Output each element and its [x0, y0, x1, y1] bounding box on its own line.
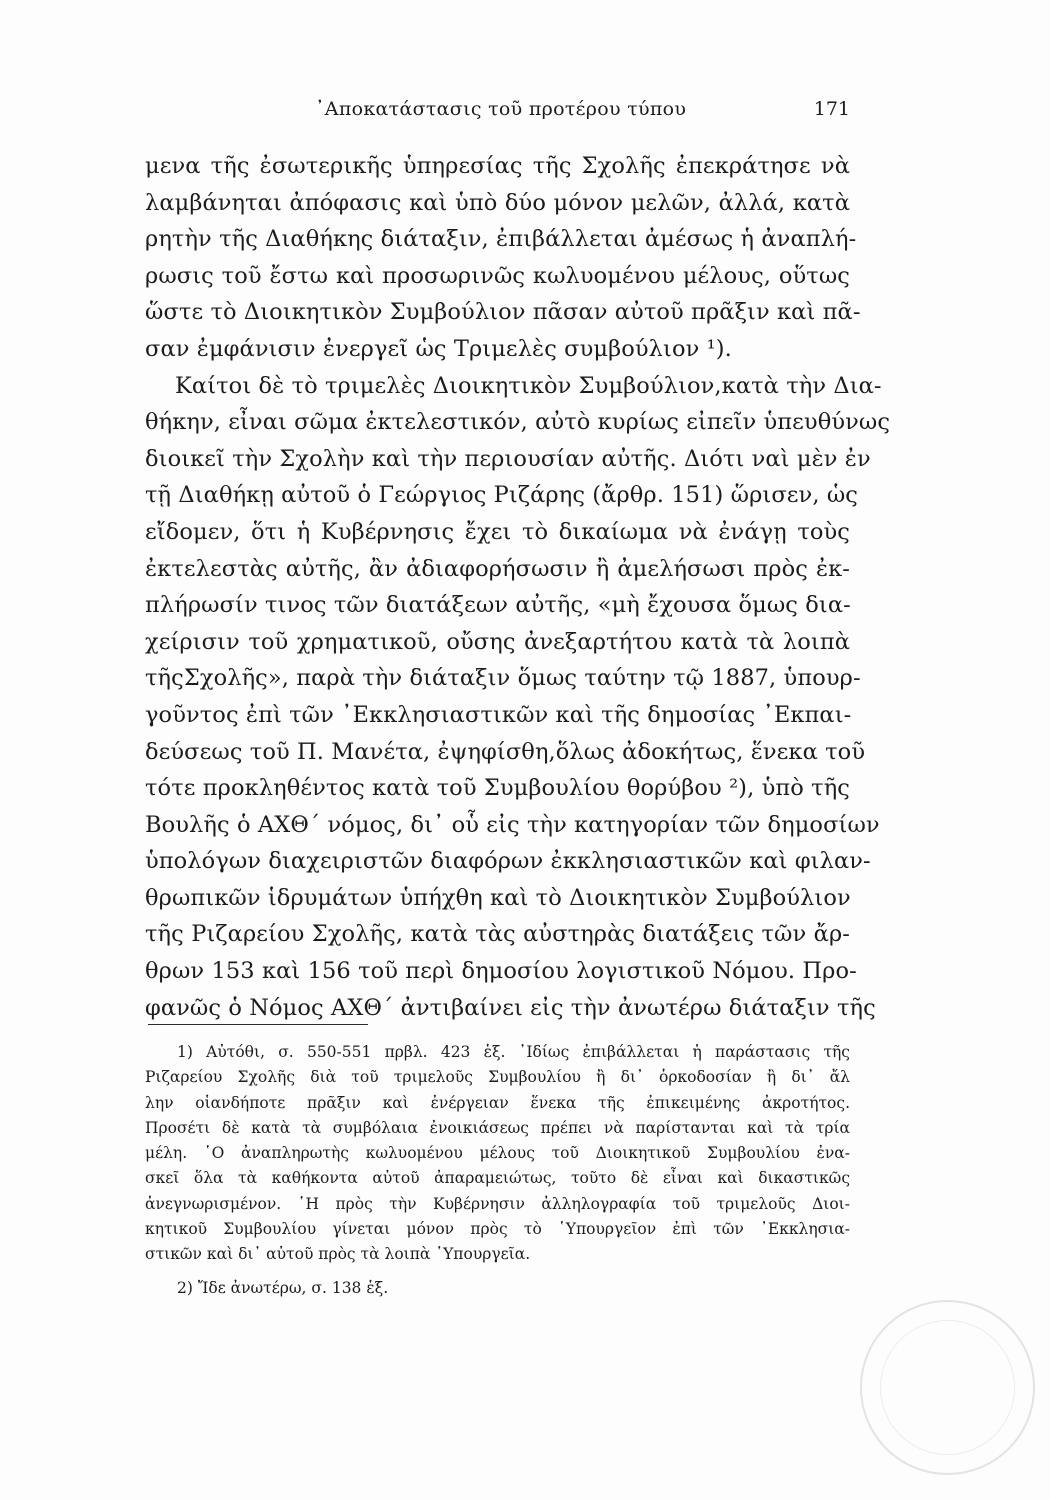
body-text — [145, 148, 891, 1026]
body-line: ρητὴν τῆς Διαθήκης διάταξιν, ἐπιβάλλεται ἀμέσως ἡ ἀναπλή- — [145, 226, 857, 253]
body-line: τότε προκληθέντος κατὰ τοῦ Συμβουλίου θορύβου ²), ὑπὸ τῆς — [145, 775, 850, 802]
body-line: πλήρωσίν τινος τῶν διατάξεων αὐτῆς, «μὴ ἔχουσα ὅμως δια- — [145, 592, 851, 619]
footnote-line: μέλη. ῾Ο ἀναπληρωτὴς κωλυομένου μέλους τοῦ Διοικητικοῦ Συμβουλίου ἐνα- — [145, 1144, 850, 1163]
running-head — [145, 98, 850, 130]
body-line: λαμβάνηται ἀπόφασις καὶ ὑπὸ δύο μόνον μελῶν, ἀλλά, κατὰ — [145, 189, 850, 216]
footnote-line: στικῶν καὶ δι᾿ αὐτοῦ πρὸς τὰ λοιπὰ ῾Υπουργεῖα. — [145, 1245, 531, 1264]
body-line: μενα τῆς ἐσωτερικῆς ὑπηρεσίας τῆς Σχολῆς ἐπεκράτησε νὰ — [145, 153, 850, 179]
body-line: ὑπολόγων διαχειριστῶν διαφόρων ἐκκλησιαστικῶν καὶ φιλαν- — [145, 848, 871, 875]
footnote-line: Προσέτι δὲ κατὰ τὰ συμβόλαια ἐνοικιάσεως πρέπει νὰ παρίστανται καὶ τὰ τρία — [145, 1118, 850, 1137]
body-line: γοῦντος ἐπὶ τῶν ᾿Εκκλησιαστικῶν καὶ τῆς δημοσίας ᾿Εκπαι- — [145, 701, 852, 728]
body-line: θρωπικῶν ἱδρυμάτων ὑπήχθη καὶ τὸ Διοικητικὸν Συμβούλιον — [145, 884, 851, 911]
body-line: ἐκτελεστὰς αὐτῆς, ἂν ἀδιαφορήσωσιν ἢ ἀμελήσωσι πρὸς ἐκ- — [145, 555, 850, 582]
footnote-line: κητικοῦ Συμβουλίου γίνεται μόνον πρὸς τὸ ῾Υπουργεῖον ἐπὶ τῶν ᾿Εκκλησια- — [145, 1220, 850, 1239]
footnote-line: ἀνεγνωρισμένον. ῾Η πρὸς τὴν Κυβέρνησιν ἀλληλογραφία τοῦ τριμελοῦς Διοι- — [145, 1194, 850, 1213]
footnotes — [145, 1040, 850, 1301]
body-line: τῇ Διαθήκῃ αὐτοῦ ὁ Γεώργιος Ριζάρης (ἄρθρ. 151) ὥρισεν, ὡς — [145, 482, 858, 509]
body-line: τῆςΣχολῆς», παρὰ τὴν διάταξιν ὅμως ταύτην τῷ 1887, ὑπουρ- — [145, 665, 861, 692]
body-line: ὥστε τὸ Διοικητικὸν Συμβούλιον πᾶσαν αὐτοῦ πρᾶξιν καὶ πᾶ- — [145, 299, 861, 326]
library-stamp — [860, 1300, 1035, 1475]
body-line: Βουλῆς ὁ ΑΧΘ´ νόμος, δι᾿ οὗ εἰς τὴν κατηγορίαν τῶν δημοσίων — [145, 811, 880, 838]
footnote-spacer — [145, 1268, 850, 1276]
footnote-line: 1) Αὐτόθι, σ. 550-551 πρβλ. 423 ἑξ. ᾿Ιδίως ἐπιβάλλεται ἡ παράστασις τῆς — [177, 1043, 850, 1061]
body-line: Καίτοι δὲ τὸ τριμελὲς Διοικητικὸν Συμβούλιον,κατὰ τὴν Δια- — [175, 372, 882, 399]
running-title: ᾿Αποκατάστασις τοῦ προτέρου τύπου — [315, 98, 687, 120]
footnote-line: 2) Ἴδε ἀνωτέρω, σ. 138 ἑξ. — [177, 1278, 389, 1297]
footnote-line: λην οἱανδήποτε πρᾶξιν καὶ ἐνέργειαν ἕνεκα τῆς ἐπικειμένης ἀκροτήτος. — [145, 1093, 850, 1112]
footnote-line: Ριζαρείου Σχολῆς διὰ τοῦ τριμελοῦς Συμβουλίου ἢ δι᾿ ὁρκοδοσίαν ἢ δι᾿ ἄλ — [145, 1068, 850, 1087]
body-line: θρων 153 καὶ 156 τοῦ περὶ δημοσίου λογιστικοῦ Νόμου. Προ- — [145, 958, 857, 985]
page-number: 171 — [813, 98, 850, 120]
body-line: τῆς Ριζαρείου Σχολῆς, κατὰ τὰς αὐστηρὰς διατάξεις τῶν ἄρ- — [145, 921, 850, 948]
body-line: σαν ἐμφάνισιν ἐνεργεῖ ὡς Τριμελὲς συμβούλιον ¹). — [145, 335, 732, 362]
body-line: φανῶς ὁ Νόμος ΑΧΘ´ ἀντιβαίνει εἰς τὴν ἀνωτέρω διάταξιν τῆς — [145, 994, 876, 1021]
body-line: διοικεῖ τὴν Σχολὴν καὶ τὴν περιουσίαν αὐτῆς. Διότι ναὶ μὲν ἐν — [145, 445, 871, 472]
body-line: δεύσεως τοῦ Π. Μανέτα, ἐψηφίσθη,ὅλως ἀδοκήτως, ἕνεκα τοῦ — [145, 738, 866, 765]
body-line: εἴδομεν, ὅτι ἡ Κυβέρνησις ἔχει τὸ δικαίωμα νὰ ἐνάγῃ τοὺς — [145, 518, 850, 545]
library-stamp-inner-ring — [880, 1320, 1015, 1455]
body-line: χείρισιν τοῦ χρηματικοῦ, οὔσης ἀνεξαρτήτου κατὰ τὰ λοιπὰ — [145, 628, 850, 655]
body-line: θήκην, εἶναι σῶμα ἐκτελεστικόν, αὐτὸ κυρίως εἰπεῖν ὑπευθύνως — [145, 409, 891, 436]
footnote-rule — [148, 1024, 368, 1025]
footnote-line: σκεῖ ὅλα τὰ καθήκοντα αὐτοῦ ἀπαραμειώτως, τοῦτο δὲ εἶναι καὶ δικαστικῶς — [145, 1169, 850, 1188]
body-line: ρωσις τοῦ ἔστω καὶ προσωρινῶς κωλυομένου μέλους, οὕτως — [145, 262, 850, 289]
